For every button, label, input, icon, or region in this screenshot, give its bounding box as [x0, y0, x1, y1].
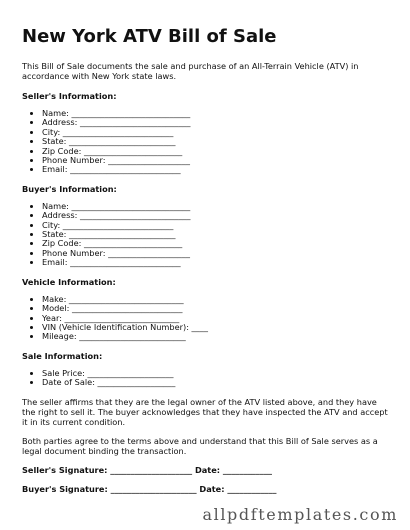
buyer-city-field[interactable]: • City: ___________________________ [42, 221, 388, 230]
seller-info-heading: Seller's Information: [22, 91, 117, 101]
buyer-info-heading: Buyer's Information: [22, 183, 117, 194]
vehicle-year-field[interactable]: • Year: ____________________________ [42, 314, 388, 323]
buyer-zip-field[interactable]: • Zip Code: ________________________ [42, 239, 388, 248]
buyer-address-field[interactable]: • Address: ___________________________ [42, 211, 388, 220]
sale-date-field[interactable]: • Date of Sale: ___________________ [42, 378, 388, 387]
seller-phone-field[interactable]: • Phone Number: ____________________ [42, 156, 388, 165]
buyer-signature-line[interactable]: Buyer's Signature: _____________________ Date: ____________ [22, 483, 277, 494]
vehicle-model-field[interactable]: • Model: ___________________________ [42, 304, 388, 313]
seller-city-field[interactable]: • City: ___________________________ [42, 128, 388, 137]
seller-name-field[interactable]: • Name: _____________________________ [42, 109, 388, 118]
vehicle-make-field[interactable]: • Make: ____________________________ [42, 295, 388, 304]
seller-info-list [22, 109, 388, 175]
seller-address-field[interactable]: • Address: ___________________________ [42, 118, 388, 127]
buyer-state-field[interactable]: • State: __________________________ [42, 230, 388, 239]
buyer-name-field[interactable]: • Name: _____________________________ [42, 202, 388, 211]
vehicle-mileage-field[interactable]: • Mileage: __________________________ [42, 332, 388, 341]
vehicle-info-heading: Vehicle Information: [22, 276, 116, 287]
buyer-info-list [22, 202, 388, 268]
seller-email-field[interactable]: • Email: ___________________________ [42, 165, 388, 174]
intro-paragraph: This Bill of Sale documents the sale and purchase of an All-Terrain Vehicle (ATV) in accordance with New York state laws. [22, 61, 359, 81]
sale-price-field[interactable]: • Sale Price: _____________________ [42, 369, 388, 378]
sale-info-heading: Sale Information: [22, 350, 103, 361]
seller-affirmation-paragraph: The seller affirms that they are the legal owner of the ATV listed above, and they have the right to sell it. The buyer acknowledges that they have inspected the ATV and accept it in its current condition. [22, 396, 388, 427]
seller-zip-field[interactable]: • Zip Code: ________________________ [42, 147, 388, 156]
page-title: New York ATV Bill of Sale [22, 26, 277, 47]
seller-signature-line[interactable]: Seller's Signature: ____________________ Date: ____________ [22, 464, 273, 475]
agreement-paragraph: Both parties agree to the terms above and understand that this Bill of Sale serves as a legal document binding the transaction. [22, 435, 378, 456]
vehicle-vin-field[interactable]: • VIN (Vehicle Identification Number): ____ [42, 323, 388, 332]
sale-info-list [22, 369, 388, 388]
vehicle-info-list [22, 295, 388, 342]
buyer-phone-field[interactable]: • Phone Number: ____________________ [42, 249, 388, 258]
buyer-email-field[interactable]: • Email: ___________________________ [42, 258, 388, 267]
site-watermark: allpdftemplates.com [202, 505, 398, 524]
seller-state-field[interactable]: • State: __________________________ [42, 137, 388, 146]
